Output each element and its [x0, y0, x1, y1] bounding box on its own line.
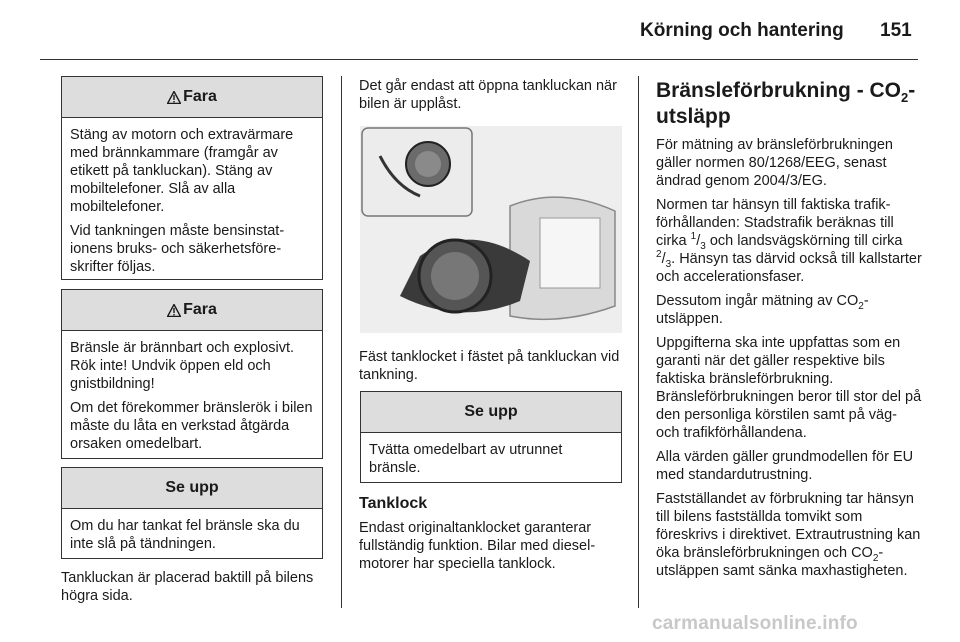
- fraction-2-num: 2: [656, 249, 662, 261]
- right-p4: Uppgifterna ska inte uppfattas som en garanti när det gäller respektive bils faktiska bränsleförbrukning. Bränsleförbrukningen beror till stor del på den personliga körstilen samt på väg- och trafikförhållandena.: [656, 335, 922, 441]
- fraction-1-num: 1: [690, 231, 697, 243]
- middle-intro: [359, 77, 627, 119]
- right-p2: [656, 196, 924, 286]
- warning-box-2-p1: Bränsle är brännbart och explosivt. Rök inte! Undvik öppen eld och gnistbildning!: [70, 340, 295, 392]
- section-heading-part2: -utsläpp: [656, 79, 916, 128]
- right-p1: För mätning av bränsleförbrukningen gäller normen 80/1268/EEG, senast ändrad genom 2004/3/EG.: [656, 137, 893, 189]
- left-column-text: [61, 569, 325, 611]
- warning-box-1: [61, 76, 323, 280]
- right-p2-c: . Hänsyn tas därvid också till kallstarter och accelerationsfaser.: [656, 251, 922, 285]
- warning-box-1-p1: Stäng av motorn och extravärmare med brännkammare (framgår av etikett på tankluckan). Stäng av mobiltelefoner. Slå av alla mobiltelefoner.: [70, 127, 294, 215]
- tanklock-text: Endast originaltanklocket garanterar fullständig funktion. Bilar med dieselmotorer har speciella tanklock.: [359, 520, 596, 572]
- right-p6: [656, 490, 924, 580]
- right-p6-b: -utsläppen samt sänka maxhastigheten.: [656, 545, 908, 579]
- warning-box-1-p2: Vid tankningen måste bensinstationens bruks- och säkerhetsföreskrifter följas.: [70, 223, 285, 275]
- fuel-cap-illustration: [360, 126, 622, 333]
- caution-box-1-p1: Om du har tankat fel bränsle ska du inte slå på tändningen.: [70, 518, 300, 552]
- illustration-caption: Fäst tanklocket i fästet på tankluckan vid tankning.: [359, 349, 620, 383]
- fraction-2-slash: /: [661, 251, 666, 267]
- right-p2-a: Normen tar hänsyn till faktiska trafikförhållanden: Stadstrafik beräknas till cirka: [656, 197, 894, 249]
- fuel-door-location-text: Tankluckan är placerad baktill på bilens högra sida.: [61, 570, 314, 604]
- middle-intro-text: Det går endast att öppna tankluckan när bilen är upplåst.: [359, 78, 617, 112]
- fuel-cap-illustration-image: [360, 126, 622, 333]
- caution-box-2-heading: Se upp: [464, 403, 518, 420]
- warning-box-1-body: [62, 118, 322, 288]
- warning-box-2-body: [62, 331, 322, 465]
- right-p2-b: och landsvägskörning till cirka: [705, 233, 903, 249]
- right-p3-sub: 2: [858, 300, 864, 312]
- middle-caption: [359, 348, 627, 390]
- warning-box-2-header: [62, 290, 322, 331]
- page-header-title: Körning och hantering: [640, 20, 844, 41]
- warning-box-2: [61, 289, 323, 459]
- caution-box-2-p1: Tvätta omedelbart av utrunnet bränsle.: [369, 442, 563, 476]
- fraction-2-den: 3: [665, 258, 672, 270]
- warning-box-1-heading: Fara: [183, 88, 217, 105]
- right-p6-a: Fastställandet av förbrukning tar hänsyn till bilens fastställda tomvikt som föreskrivs i direktivet. Extrautrustning kan öka bränsleförbrukningen och CO: [656, 491, 921, 561]
- caution-box-1-heading: Se upp: [165, 479, 219, 496]
- section-heading: [656, 78, 924, 130]
- watermark: carmanualsonline.info: [652, 613, 858, 634]
- middle-bottom-text: [359, 494, 629, 579]
- caution-box-2: [360, 391, 622, 483]
- tanklock-heading: Tanklock: [359, 495, 428, 512]
- header-rule: [40, 59, 918, 60]
- section-heading-part1: Bränsleförbrukning - CO: [656, 79, 902, 102]
- right-p5: Alla värden gäller grundmodellen för EU med standardutrustning.: [656, 449, 914, 483]
- warning-triangle-icon: [167, 91, 181, 104]
- column-separator-1: [341, 76, 342, 608]
- caution-box-2-body: [361, 433, 621, 489]
- caution-box-2-header: [361, 392, 621, 433]
- right-p3-b: -utsläppen.: [656, 293, 869, 327]
- warning-box-1-header: [62, 77, 322, 118]
- fraction-1-den: 3: [700, 240, 706, 252]
- caution-box-1: [61, 467, 323, 559]
- warning-box-2-heading: Fara: [183, 301, 217, 318]
- fraction-1-slash: /: [696, 233, 701, 249]
- caution-box-1-header: [62, 468, 322, 509]
- column-separator-2: [638, 76, 639, 608]
- right-column: [656, 78, 924, 586]
- right-p3: [656, 292, 924, 328]
- page-number: 151: [880, 20, 912, 41]
- caution-box-1-body: [62, 509, 322, 565]
- right-p6-sub: 2: [872, 552, 879, 564]
- section-heading-sub: 2: [901, 90, 909, 106]
- right-p3-a: Dessutom ingår mätning av CO: [656, 293, 859, 309]
- warning-triangle-icon: [167, 304, 181, 317]
- warning-box-2-p2: Om det förekommer bränslerök i bilen måste du låta en verkstad åtgärda orsaken omedelbart.: [70, 400, 313, 452]
